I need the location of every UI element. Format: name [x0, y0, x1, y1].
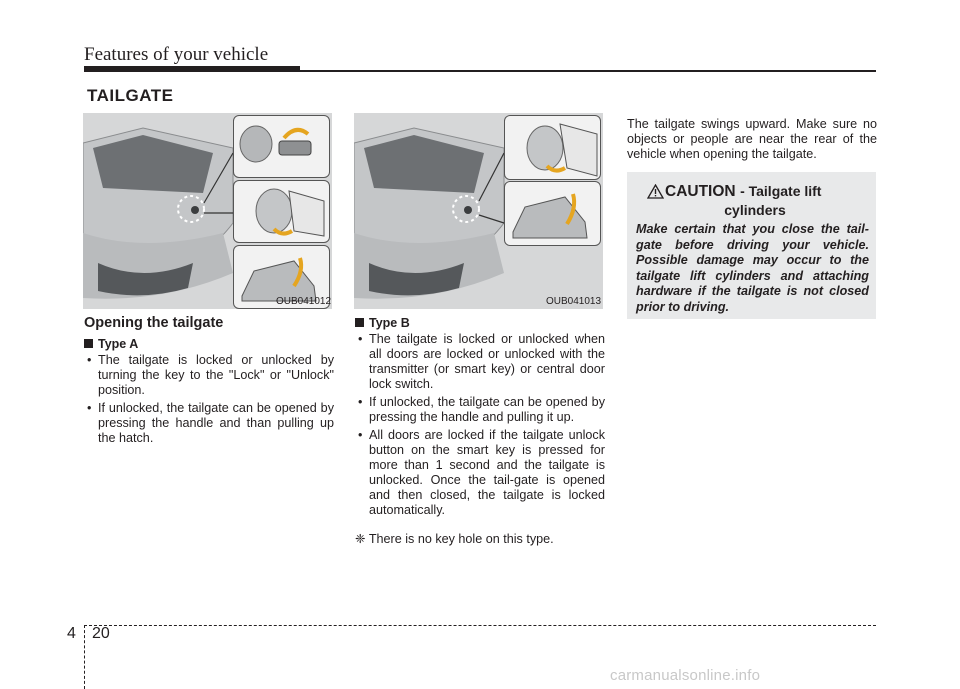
caution-title-2: cylinders [724, 202, 786, 218]
figure-type-b [354, 113, 603, 309]
list-item: • All doors are locked if the tailgate unlock button on the smart key is pressed for more than 1 second and the tailgate is unlocked. Once the tail-gate is opened and then closed, the tailgate is locked automatically. [355, 428, 605, 518]
inset-handle-press [233, 180, 330, 243]
footer-divider [84, 625, 85, 689]
hatch-icon [505, 182, 600, 245]
key-icon [234, 116, 329, 177]
inset-handle-press-b [504, 115, 601, 180]
list-item: • If unlocked, the tailgate can be opened by pressing the handle and pulling it up. [355, 395, 605, 425]
square-bullet-icon [84, 339, 93, 348]
footer-rule [84, 625, 876, 626]
list-item: • The tailgate is locked or unlocked by turning the key to the "Lock" or "Unlock" position. [84, 353, 334, 398]
inset-hatch-open-b [504, 181, 601, 246]
watermark: carmanualsonline.info [610, 667, 761, 684]
header-title: Features of your vehicle [84, 44, 269, 65]
list-item: • The tailgate is locked or unlocked when all doors are locked or unlocked with the transmitter (or smart key) or central door lock switch. [355, 332, 605, 392]
type-b-bullets [355, 332, 605, 518]
caution-heading [645, 183, 865, 218]
page-number: 20 [92, 625, 110, 642]
caution-title: - Tailgate lift [740, 183, 822, 199]
header-rule [300, 70, 876, 72]
type-b-label: Type B [355, 316, 605, 331]
swing-paragraph: The tailgate swings upward. Make sure no objects or people are near the rear of the vehicle when opening the tailgate. [627, 117, 877, 161]
column-type-a [84, 316, 334, 449]
figure-code-a: OUB041012 [276, 296, 332, 307]
warning-triangle-icon [647, 184, 664, 199]
caution-body: Make certain that you close the tail-gate before driving your vehicle. Possible damage may occur to the tailgate lift cylinders and attaching hardware if the tailgate is not closed prior to driving. [636, 222, 869, 314]
chapter-number: 4 [67, 625, 76, 642]
square-bullet-icon [355, 318, 364, 327]
type-b-note: ❈ There is no key hole on this type. [355, 532, 554, 546]
caution-word: CAUTION [665, 183, 736, 200]
figure-code-b: OUB041013 [546, 296, 602, 307]
figure-type-a [83, 113, 332, 309]
type-a-bullets [84, 353, 334, 446]
inset-key-lock [233, 115, 330, 178]
hand-icon [234, 181, 329, 242]
column-general [627, 117, 877, 162]
header-bar [84, 66, 300, 72]
section-title: TAILGATE [87, 86, 174, 105]
column-type-b [355, 316, 605, 547]
hand-icon [505, 116, 600, 179]
caution-box [627, 172, 876, 319]
subsection-heading: Opening the tailgate [84, 315, 224, 331]
type-a-label: Type A [84, 337, 334, 352]
list-item: • If unlocked, the tailgate can be opened by pressing the handle and than pulling up the hatch. [84, 401, 334, 446]
